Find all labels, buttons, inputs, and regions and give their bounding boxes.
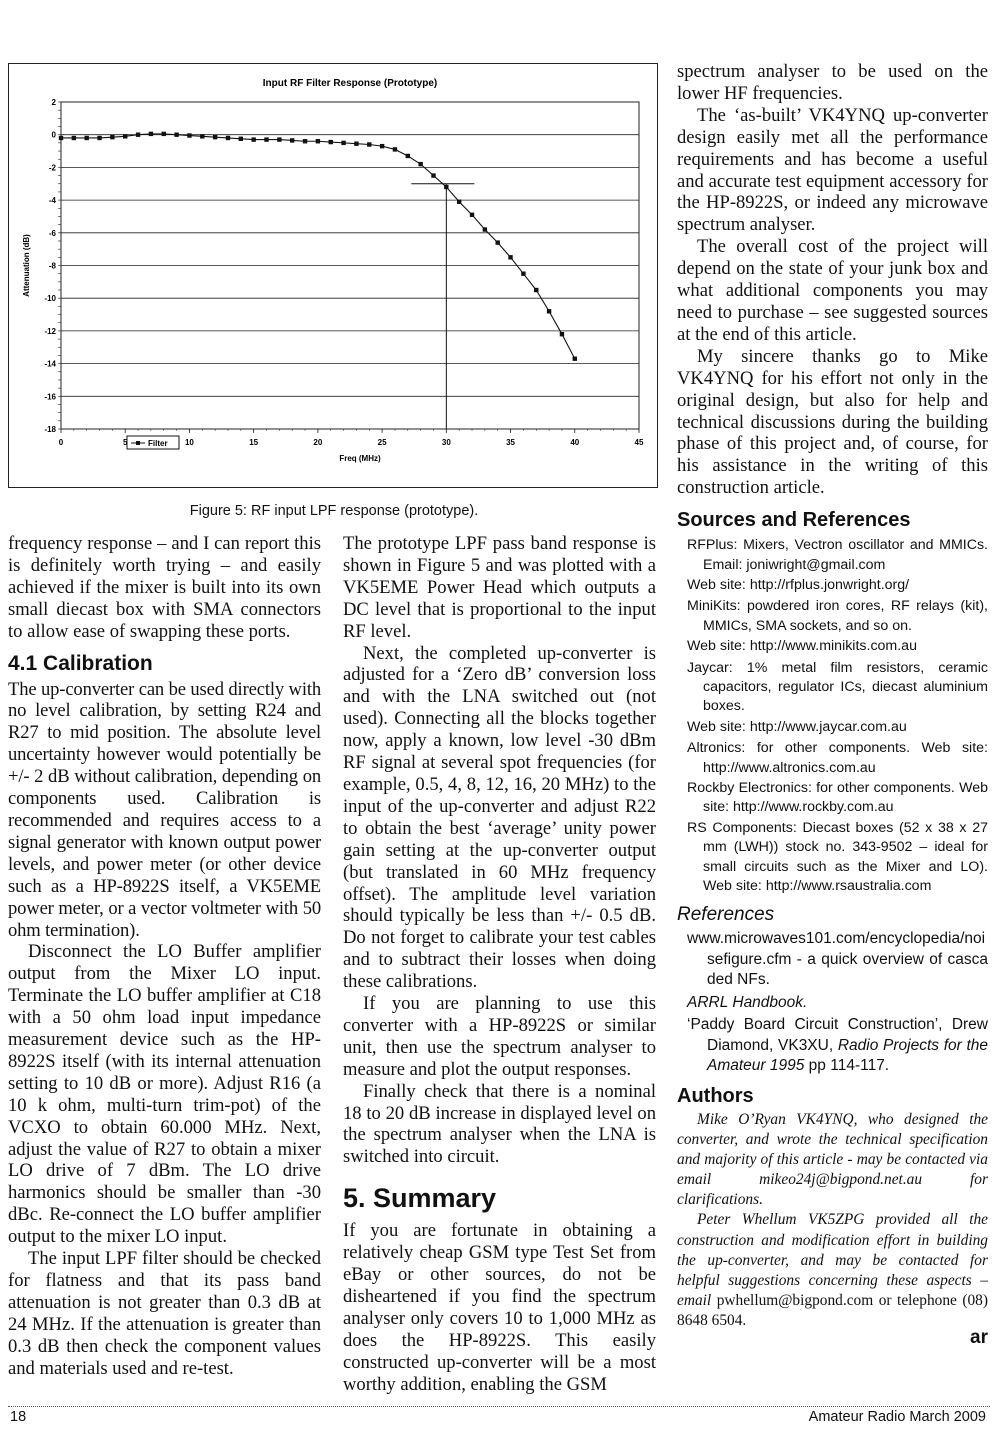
y-axis-label: Attenuation (dB) [22, 234, 31, 297]
source-website[interactable]: Web site: http://rfplus.jonwright.org/ [687, 576, 910, 593]
data-point [341, 141, 345, 145]
x-tick-label: 40 [570, 438, 580, 447]
right-para-4: My sincere thanks go to Mike VK4YNQ for his effort not only in the original design, but also for help and technical discussions during the building phase of this project and, of course, for his assistance in the writing of this construction article. [677, 345, 988, 499]
data-point [187, 133, 191, 137]
figure-5-chart [8, 63, 658, 488]
right-para-2: The ‘as-built’ VK4YNQ up-converter design easily met all the performance requirements and has become a useful and accurate test equipment accessory for the HP-8922S, or indeed any microwave spectrum analyser. [677, 104, 988, 236]
source-item: Jaycar: 1% metal film resistors, ceramic capacitors, regulator ICs, diecast aluminium boxes. [687, 659, 988, 715]
page-number: 18 [10, 1409, 27, 1425]
chart-title: Input RF Filter Response (Prototype) [262, 78, 438, 89]
data-point [264, 137, 268, 141]
right-para-3: The overall cost of the project will depend on the state of your junk box and what additional components you may need to purchase – see suggested sources at the end of this article. [677, 236, 988, 345]
data-point [329, 140, 333, 144]
author-bio-2 [677, 1210, 988, 1331]
x-tick-label: 25 [377, 438, 387, 447]
y-tick-label: -2 [48, 163, 56, 173]
right-para-1: spectrum analyser to be used on the lower HF frequencies. [677, 61, 988, 104]
data-point [200, 134, 204, 138]
magazine-footer: Amateur Radio March 2009 [808, 1409, 986, 1425]
x-tick-label: 15 [249, 438, 259, 447]
data-point [149, 132, 153, 136]
source-item: Rockby Electronics: for other components. Web site: http://www.rockby.com.au [687, 780, 988, 816]
data-point [457, 200, 461, 204]
data-point [431, 173, 435, 177]
data-point [72, 136, 76, 140]
data-point [59, 136, 63, 140]
data-point [316, 139, 320, 143]
y-tick-label: -14 [44, 359, 56, 369]
left-para-4: The input LPF filter should be checked for flatness and that its pass band attenuation is not greater than 0.3 dB at 24 MHz. If the attenuation is greater than 0.3 dB then check the component values and materials used and re-test. [8, 1248, 321, 1379]
data-point [174, 133, 178, 137]
end-mark: ar [970, 1326, 988, 1348]
data-point [239, 137, 243, 141]
data-point [573, 356, 577, 360]
left-column [8, 533, 321, 1380]
data-point [367, 142, 371, 146]
figure-caption: Figure 5: RF input LPF response (prototype). [189, 503, 479, 519]
x-tick-label: 35 [506, 438, 516, 447]
source-website[interactable]: Web site: http://www.minikits.com.au [687, 638, 917, 655]
heading-calibration: 4.1 Calibration [8, 651, 153, 675]
data-point [277, 137, 281, 141]
heading-summary: 5. Summary [343, 1183, 497, 1214]
reference-item: www.microwaves101.com/encyclopedia/noisefigure.cfm - a quick overview of cascaded NFs. [687, 930, 988, 989]
reference-item [677, 1015, 988, 1077]
rf-filter-response-chart [9, 64, 657, 487]
data-point [547, 309, 551, 313]
legend-label: Filter [148, 439, 168, 448]
middle-column [343, 533, 656, 1396]
middle-para-1: The prototype LPF pass band response is shown in Figure 5 and was plotted with a VK5EME Power Head which outputs a DC level that is proportional to the input RF level. [343, 533, 656, 642]
data-point [251, 137, 255, 141]
author-bio-1: Mike O’Ryan VK4YNQ, who designed the converter, and wrote the technical specification and majority of this article - may be contacted via email mikeo24j@bigpond.net.au for clarifications. [677, 1110, 988, 1209]
data-point [226, 136, 230, 140]
reference-title: Radio Projects for the Amateur 1995 [707, 1036, 989, 1075]
data-point [303, 139, 307, 143]
reference-text: ‘Paddy Board Circuit Construction’, Drew Diamond, VK3XU, [687, 1016, 988, 1054]
y-tick-label: -16 [44, 392, 56, 402]
x-tick-label: 5 [122, 438, 128, 447]
reference-pages: pp 114-117. [804, 1057, 890, 1075]
data-point [496, 240, 500, 244]
middle-para-4: Finally check that there is a nominal 18 to 20 dB increase in displayed level on the spectrum analyser when the LNA is switched into circuit. [343, 1080, 656, 1168]
x-tick-label: 45 [634, 438, 644, 447]
data-point [136, 133, 140, 137]
left-para-1: frequency response – and I can report this is definitely worth trying – and easily achieved if the mixer is built into its own small diecast box with SMA connectors to allow ease of swapping these ports. [8, 533, 321, 642]
right-column [677, 61, 988, 1349]
data-point [213, 135, 217, 139]
data-point [418, 162, 422, 166]
data-point [110, 135, 114, 139]
heading-sources: Sources and References [677, 509, 911, 532]
footer-divider [8, 1406, 990, 1407]
y-tick-label: -10 [44, 294, 56, 304]
middle-para-3: If you are planning to use this converter with a HP-8922S or similar unit, then use the spectrum analyser to measure and plot the output responses. [343, 993, 656, 1080]
data-point [560, 332, 564, 336]
legend-marker [136, 441, 140, 445]
source-item: MiniKits: powdered iron cores, RF relays (kit), MMICs, SMA sockets, and so on. [687, 598, 988, 634]
author-bio-text: Peter Whellum VK5ZPG provided all the construction and modification effort in building the up-converter, and may be contacted for helpful suggestions concerning these aspects – email [677, 1211, 988, 1309]
data-point [97, 136, 101, 140]
data-point [521, 271, 525, 275]
data-point [508, 255, 512, 259]
data-point [470, 213, 474, 217]
source-item: RS Components: Diecast boxes (52 x 38 x 27 mm (LWH)) stock no. 343-9502 – ideal for small circuits such as the Mixer and LO). Web site: http://www.rsaustralia.com [687, 819, 988, 895]
heading-authors: Authors [677, 1084, 754, 1107]
source-item: RFPlus: Mixers, Vectron oscillator and MMICs. Email: joniwright@gmail.com [687, 537, 988, 573]
left-para-2: The up-converter can be used directly with no level calibration, by setting R24 and R27 to mid position. The absolute level uncertainty however would potentially be +/- 2 dB without calibration, depending on components used. Calibration is recommended and requires access to a signal generator with known output power levels, and power meter (or other device such as a HP-8922S itself, a VK5EME power meter, or a vector voltmeter with 50 ohm termination). [8, 678, 321, 941]
data-point [406, 154, 410, 158]
data-point [123, 134, 127, 138]
y-tick-label: -8 [48, 261, 56, 271]
y-tick-label: 2 [51, 98, 56, 107]
reference-item: ARRL Handbook. [687, 993, 808, 1011]
x-tick-label: 10 [184, 438, 194, 447]
data-point [290, 138, 294, 142]
data-point [393, 147, 397, 151]
x-axis-label: Freq (MHz) [339, 454, 381, 463]
y-tick-label: -6 [48, 228, 56, 238]
data-point [534, 288, 538, 292]
data-point [354, 141, 358, 145]
author-contact: pwhellum@bigpond.com or telephone (08) 8648 6504. [677, 1291, 989, 1329]
sources-list [677, 536, 988, 896]
source-website[interactable]: Web site: http://www.jaycar.com.au [687, 718, 907, 735]
x-tick-label: 0 [58, 438, 64, 447]
y-tick-label: -4 [48, 196, 56, 206]
x-tick-label: 30 [441, 438, 451, 447]
data-point [162, 132, 166, 136]
y-tick-label: -12 [44, 326, 56, 336]
left-para-3: Disconnect the LO Buffer amplifier output from the Mixer LO input. Terminate the LO buffer amplifier at C18 with a 50 ohm load input impedance measurement device such as the HP-8922S itself (with its internal attenuation setting to 10 dB or more). Adjust R16 (a 10 k ohm, multi-turn trim-pot) of the VCXO to obtain 60.000 MHz. Next, adjust the value of R27 to obtain a mixer LO drive of 7 dBm. The LO drive harmonics should be smaller than -30 dBc. Re-connect the LO buffer amplifier output to the mixer LO input. [8, 941, 321, 1248]
middle-para-5: If you are fortunate in obtaining a relatively cheap GSM type Test Set from eBay or other sources, do not be disheartened if you find the spectrum analyser only covers 10 to 1,000 MHz as does the HP-8922S. This easily constructed up-converter will be a most worthy addition, enabling the GSM [343, 1220, 656, 1395]
x-tick-label: 20 [313, 438, 323, 447]
y-tick-label: 0 [51, 130, 56, 140]
source-item: Altronics: for other components. Web site: http://www.altronics.com.au [687, 740, 988, 776]
data-point [380, 144, 384, 148]
data-point [483, 227, 487, 231]
heading-references: References [677, 904, 775, 926]
y-tick-label: -18 [44, 425, 56, 434]
data-point [84, 136, 88, 140]
middle-para-2: Next, the completed up-converter is adjusted for a ‘Zero dB’ conversion loss and with the LNA switched out (not used). Connecting all the blocks together now, apply a known, low level -30 dBm RF signal at several spot frequencies (for example, 0.5, 4, 8, 12, 16, 20 MHz) to the input of the up-converter and adjust R22 to obtain the best ‘average’ unity power gain setting at the up-converter output (but translated in 60 MHz frequency offset). The amplitude level variation should typically be less than +/- 0.5 dB. Do not forget to calibrate your test cables and to subtract their losses when doing these calibrations. [343, 642, 656, 993]
